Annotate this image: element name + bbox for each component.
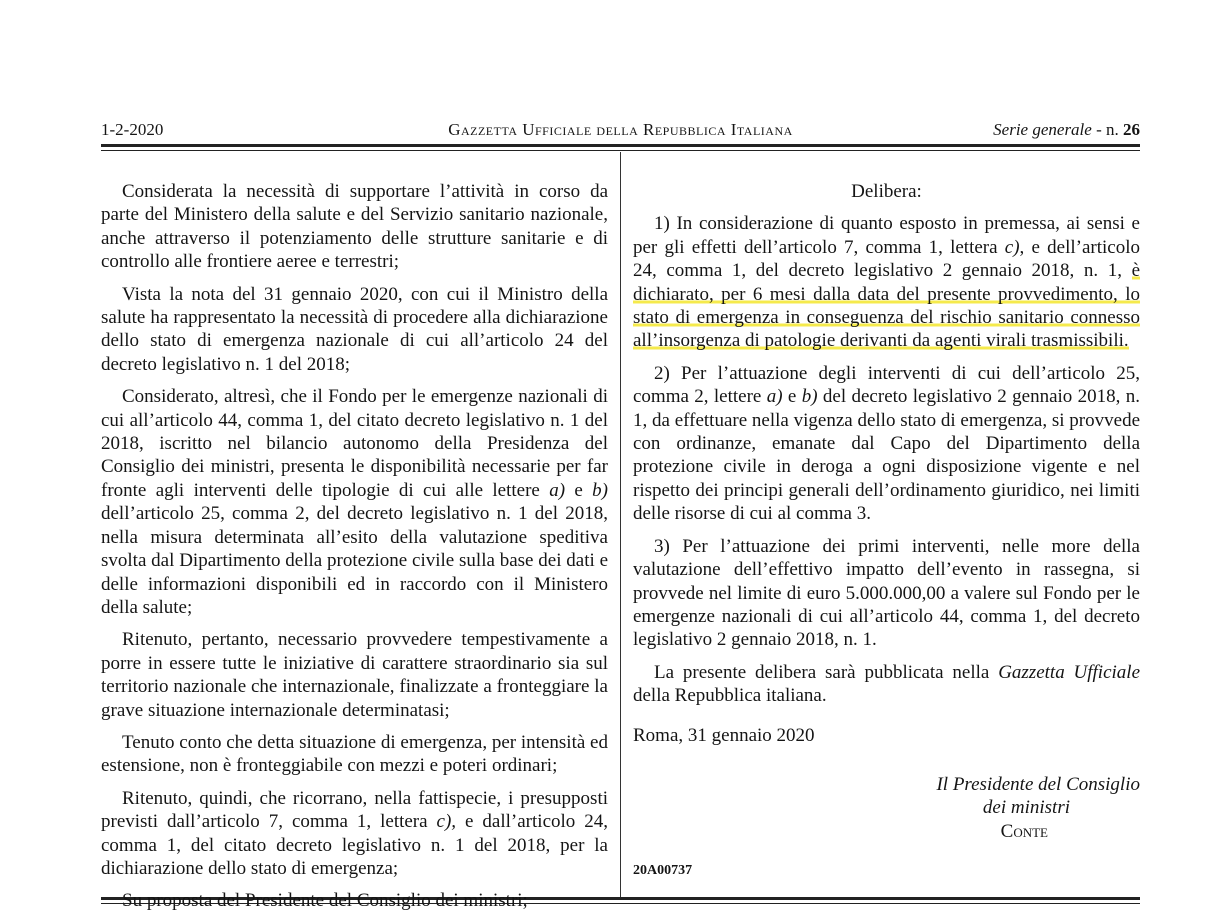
text-run: della Repubblica italiana. <box>633 685 827 707</box>
right-paragraph-2 <box>633 362 1140 526</box>
text-run: e <box>782 386 802 408</box>
text-run: 2) Per l’attuazione degli interventi di cui dell’articolo 25, comma 2, lettere <box>633 362 1140 408</box>
text-run: , e dell’articolo 24, comma 1, del decreto legislativo 2 gennaio 2018, n. 1, <box>633 236 1141 282</box>
deliberation-heading: Delibera: <box>851 181 922 202</box>
signature-line-1: Il Presidente del Consiglio <box>936 773 1140 795</box>
series-number: 26 <box>1123 120 1140 139</box>
column-divider <box>620 152 621 897</box>
right-column <box>633 180 1140 883</box>
text-run: La presente delibera sarà pubblicata nella <box>654 661 999 683</box>
left-paragraph-1: Considerata la necessità di supportare l’attività in corso da parte del Ministero della salute e del Servizio sanitario nazionale, anche attraverso il potenziamento delle strutture sanitarie e di controllo alle frontiere aeree e terrestri; <box>101 181 608 273</box>
left-paragraph-2: Vista la nota del 31 gennaio 2020, con cui il Ministro della salute ha rappresentato la necessità di procedere alla dichiarazione dello stato di emergenza nazionale di cui all’articolo 24 del decreto legislativo n. 1 del 2018; <box>101 283 608 375</box>
place-date: Roma, 31 gennaio 2020 <box>633 724 815 746</box>
italic-run: Gazzetta Ufficiale <box>998 661 1141 683</box>
text-run: del decreto legislativo 2 gennaio 2018, n. 1, da effettuare nella vigenza dello stato di emergenza, si provvede con ordinanze, emanate dal Capo del Dipartimento della protezione civile in deroga a ogni disposizione vigente e nel rispetto dei principi generali dell’ordinamento giuridico, nei limiti delle risorse di cui al comma 3. <box>633 386 1141 525</box>
signature-name-wrap <box>633 820 1140 843</box>
page-header <box>101 118 1140 144</box>
highlighted-text: è dichiarato, per 6 mesi dalla data del presente provvedimento, lo stato di emergenza in conseguenza del rischio sanitario connesso all’insorgenza di patologie derivanti da agenti virali trasmissibili. <box>633 260 1140 352</box>
text-run: e dall’articolo 24, comma 1, del citato decreto legislativo n. 1 del 2018, per la dichiarazione dello stato di emergenza; <box>101 811 608 879</box>
text-run: dell’articolo 25, comma 2, del decreto legislativo n. 1 del 2018, nella misura determinata all’esito della valutazione speditiva svolta dal Dipartimento della protezione civile sulla base dei dati e delle informazioni disponibili ed in raccordo con il Ministero della salute; <box>101 503 608 618</box>
italic-run: b) <box>801 386 818 408</box>
italic-run: a) <box>766 386 783 408</box>
left-paragraph-6 <box>101 787 608 881</box>
left-paragraph-5: Tenuto conto che detta situazione di emergenza, per intensità ed estensione, non è fronteggiabile con mezzi e poteri ordinari; <box>101 731 608 777</box>
right-paragraph-3: 3) Per l’attuazione dei primi interventi, nelle more della valutazione dell’effettivo impatto dell’evento in rassegna, si provvede nel limite di euro 5.000.000,00 a valere sul Fondo per le emergenze nazionali di cui all’articolo 44, comma 1, del decreto legislativo 2 gennaio 2018, n. 1. <box>633 535 1140 651</box>
series-sep: - n. <box>1091 120 1123 139</box>
header-title: Gazzetta Ufficiale della Repubblica Italiana <box>448 120 793 139</box>
left-paragraph-4: Ritenuto, pertanto, necessario provvedere tempestivamente a porre in essere tutte le iniziative di carattere straordinario sia sul territorio nazionale che internazionale, finalizzate a fronteggiare la grave situazione internazionale determinatasi; <box>101 629 608 721</box>
right-paragraph-4 <box>633 661 1140 708</box>
header-date: 1-2-2020 <box>101 120 164 139</box>
header-series <box>993 120 1140 140</box>
text-run: e <box>565 479 593 501</box>
header-rule-thin <box>101 150 1140 151</box>
right-paragraph-1 <box>633 212 1140 352</box>
signature-name: Conte <box>1000 820 1048 842</box>
document-code: 20A00737 <box>633 863 693 879</box>
italic-run: b) <box>592 479 608 501</box>
signature-line-2: dei ministri <box>982 797 1070 819</box>
text-run: 1) In considerazione di quanto esposto in premessa, ai sensi e per gli effetti dell’articolo 7, comma 1, lettera <box>633 213 1140 258</box>
italic-run: a) <box>549 479 566 501</box>
text-run: Considerato, altresì, che il Fondo per le emergenze nazionali di cui all’articolo 44, comma 1, del citato decreto legislativo n. 1 del 2018, iscritto nel bilancio autonomo della Presidenza del Consiglio dei ministri, presenta le disponibilità necessarie per far fronte agli interventi delle tipologie di cui alle lettere <box>101 386 608 501</box>
italic-run: c) <box>1004 236 1020 258</box>
italic-run: c), <box>436 811 457 833</box>
series-label: Serie generale <box>993 120 1092 139</box>
text-run: Ritenuto, quindi, che ricorrano, nella fattispecie, i presupposti previsti dall’articolo 7, comma 1, lettera <box>101 787 608 833</box>
left-paragraph-3 <box>101 385 608 619</box>
left-paragraph-7: Su proposta del Presidente del Consiglio dei ministri; <box>122 890 528 912</box>
left-column <box>101 180 608 913</box>
header-rule-thick <box>101 144 1140 147</box>
